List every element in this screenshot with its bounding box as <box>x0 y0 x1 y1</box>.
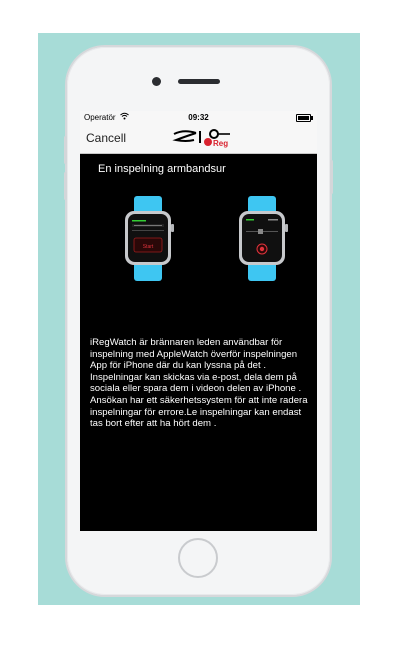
app-logo <box>172 128 232 148</box>
navigation-bar <box>80 123 317 154</box>
carrier-label: Operatör <box>84 113 116 122</box>
front-camera <box>152 77 161 86</box>
apple-watch-start-image <box>120 196 176 281</box>
status-bar <box>80 111 317 123</box>
battery-icon <box>296 114 311 122</box>
clock: 09:32 <box>188 113 209 122</box>
app-description: iRegWatch är brännaren leden användbar för inspelning med AppleWatch överför inspelningen App för iPhone där du kan lyssna på det . Inspelningar kan skickas via e-post, dela dem på sociala eller spara dem i videon delen av iPhone . Ansökan har ett säkerhetssystem för att inte radera inspelningar för errore.Le inspelningar kan endast tas bort efter att ha hört dem . <box>90 337 308 430</box>
cancel-button[interactable]: Cancell <box>86 131 127 145</box>
home-button[interactable] <box>178 538 218 578</box>
watch-start-label: Start <box>142 244 154 250</box>
earpiece-speaker <box>178 79 220 84</box>
apple-watch-recording-image <box>234 196 290 281</box>
phone-screen <box>80 111 317 531</box>
section-title: En inspelning armbandsur <box>98 163 226 175</box>
power-button <box>330 160 333 194</box>
logo-text: Reg <box>213 139 229 148</box>
volume-up-button <box>64 136 67 164</box>
volume-down-button <box>64 172 67 200</box>
